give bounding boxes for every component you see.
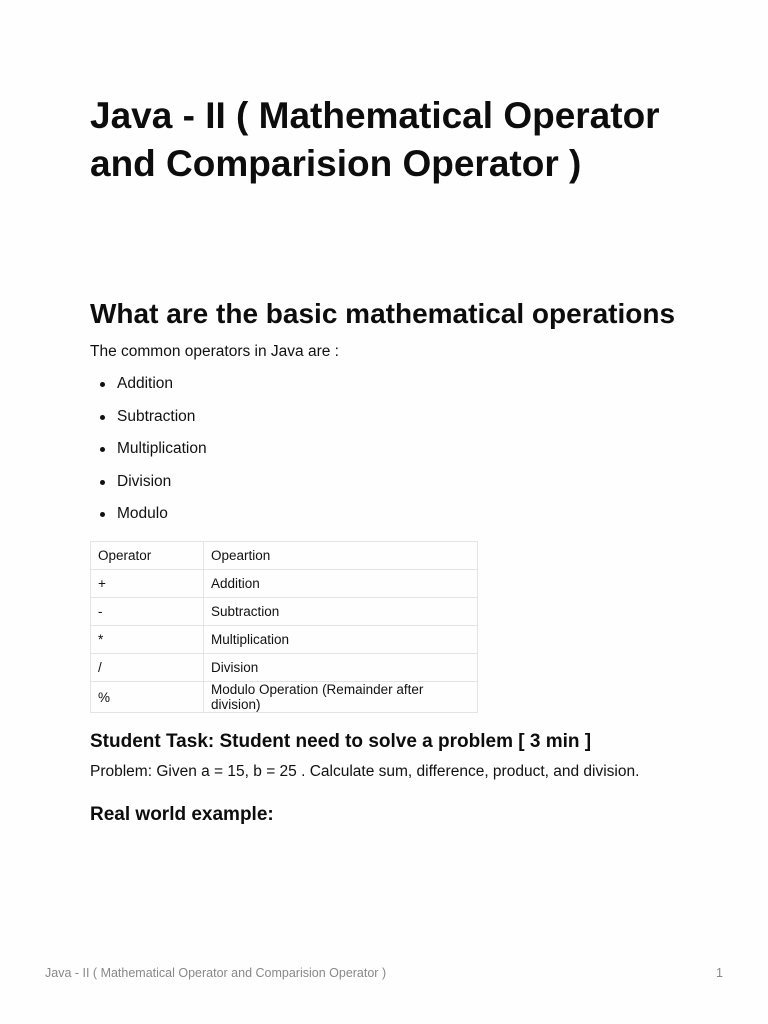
section-heading: What are the basic mathematical operations [90, 298, 676, 329]
list-item [90, 504, 207, 537]
problem-paragraph: Problem: Given a = 15, b = 25 . Calculate sum, difference, product, and division. [90, 763, 640, 780]
list-item [90, 407, 207, 440]
table-cell-operator: - [91, 598, 204, 626]
table-row [91, 682, 478, 713]
table-row [91, 654, 478, 682]
operations-list [90, 374, 207, 537]
table-header-row [91, 542, 478, 570]
list-item [90, 374, 207, 407]
table-cell-operation: Addition [204, 570, 478, 598]
table-cell-operation: Division [204, 654, 478, 682]
footer-title: Java - II ( Mathematical Operator and Comparision Operator ) [45, 966, 387, 980]
list-item [90, 439, 207, 472]
bullet-icon [100, 382, 105, 387]
bullet-icon [100, 480, 105, 485]
table-row [91, 570, 478, 598]
table-row [91, 598, 478, 626]
list-item [90, 472, 207, 505]
table-cell-operator: / [91, 654, 204, 682]
page-title: Java - II ( Mathematical Operator and Comparision Operator ) [90, 95, 660, 184]
intro-paragraph: The common operators in Java are : [90, 343, 339, 360]
table-cell-operation: Modulo Operation (Remainder after division) [204, 682, 478, 713]
list-item-label: Multiplication [117, 440, 207, 457]
bullet-icon [100, 512, 105, 517]
bullet-icon [100, 415, 105, 420]
student-task-heading: Student Task: Student need to solve a problem [ 3 min ] [90, 731, 592, 752]
table-cell-operation: Subtraction [204, 598, 478, 626]
list-item-label: Division [117, 472, 172, 490]
table-cell-operator: + [91, 570, 204, 598]
list-item-label: Modulo [117, 505, 168, 522]
bullet-icon [100, 447, 105, 452]
operators-table [90, 541, 478, 713]
table-header-cell: Operator [91, 542, 204, 570]
table-header-cell: Opeartion [204, 542, 478, 570]
table-row [91, 626, 478, 654]
table-cell-operation: Multiplication [204, 626, 478, 654]
real-world-heading: Real world example: [90, 804, 274, 825]
list-item-label: Subtraction [117, 407, 196, 425]
footer-page-number: 1 [716, 966, 723, 980]
table-cell-operator: % [91, 682, 204, 713]
table-cell-operator: * [91, 626, 204, 654]
list-item-label: Addition [117, 375, 174, 392]
